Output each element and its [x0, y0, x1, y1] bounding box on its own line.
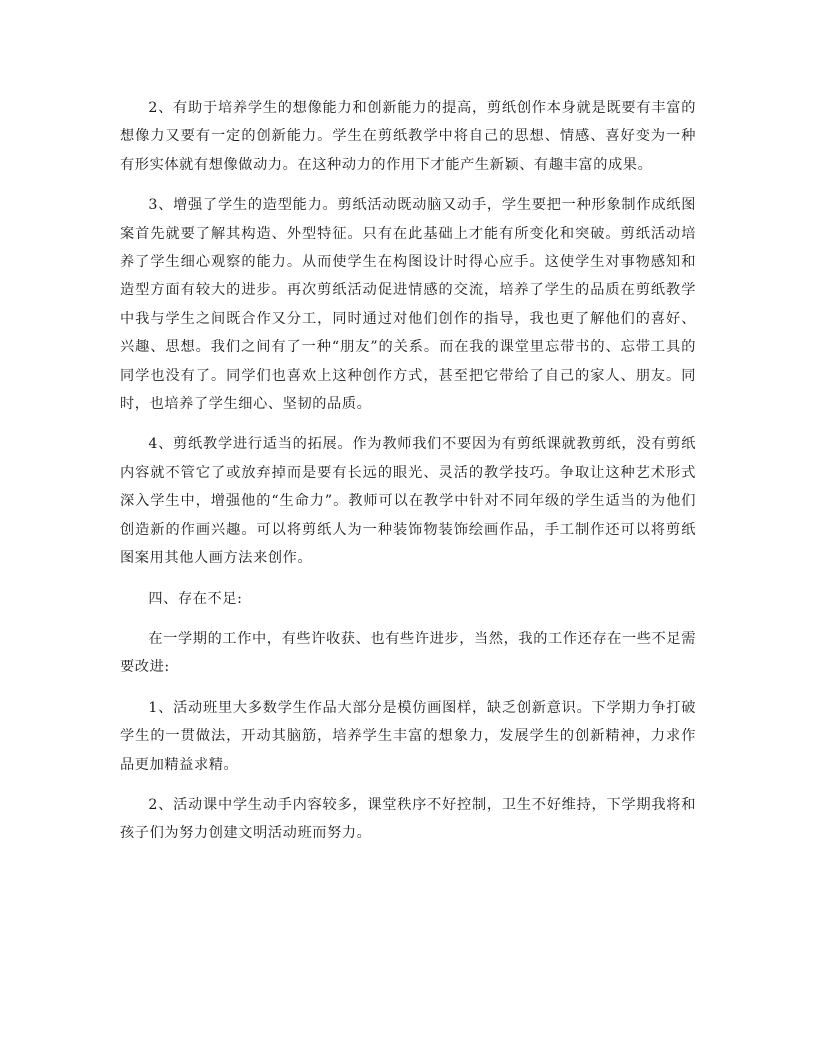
paragraph-shortcoming-2: 2、活动课中学生动手内容较多，课堂秩序不好控制，卫生不好维持，下学期我将和孩子们为努力创建文明活动班而努力。	[120, 796, 696, 842]
paragraph-teaching-extension: 4、剪纸教学进行适当的拓展。作为教师我们不要因为有剪纸课就教剪纸，没有剪纸内容就不管它了或放弃掉而是要有长远的眼光、灵活的教学技巧。争取让这种艺术形式深入学生中，增强他的“生命力”。教师可以在教学中针对不同年级的学生适当的为他们创造新的作画兴趣。可以将剪纸人为一种装饰物装饰绘画作品，手工制作还可以将剪纸图案用其他人画方法来创作。	[120, 436, 696, 567]
paragraph-modeling-ability: 3、增强了学生的造型能力。剪纸活动既动脑又动手，学生要把一种形象制作成纸图案首先就要了解其构造、外型特征。只有在此基础上才能有所变化和突破。剪纸活动培养了学生细心观察的能力。从而使学生在构图设计时得心应手。这使学生对事物感知和造型方面有较大的进步。再次剪纸活动促进情感的交流，培养了学生的品质在剪纸教学中我与学生之间既合作又分工，同时通过对他们创作的指导，我也更了解他们的喜好、兴趣、思想。我们之间有了一种“朋友”的关系。而在我的课堂里忘带书的、忘带工具的同学也没有了。同学们也喜欢上这种创作方式，甚至把它带给了自己的家人、朋友。同时，也培养了学生细心、坚韧的品质。	[120, 197, 696, 413]
section-heading-shortcomings: 四、存在不足:	[148, 590, 243, 607]
paragraph-shortcoming-1: 1、活动班里大多数学生作品大部分是模仿画图样，缺乏创新意识。下学期力争打破学生的一贯做法，开动其脑筋，培养学生丰富的想象力，发展学生的创新精神，力求作品更加精益求精。	[120, 699, 696, 773]
paragraph-shortcomings-intro: 在一学期的工作中，有些许收获、也有些许进步，当然，我的工作还存在一些不足需要改进:	[120, 630, 696, 676]
paragraph-imagination: 2、有助于培养学生的想像能力和创新能力的提高，剪纸创作本身就是既要有丰富的想像力又要有一定的创新能力。学生在剪纸教学中将自己的思想、情感、喜好变为一种有形实体就有想像做动力。在这种动力的作用下才能产生新颖、有趣丰富的成果。	[120, 100, 696, 173]
